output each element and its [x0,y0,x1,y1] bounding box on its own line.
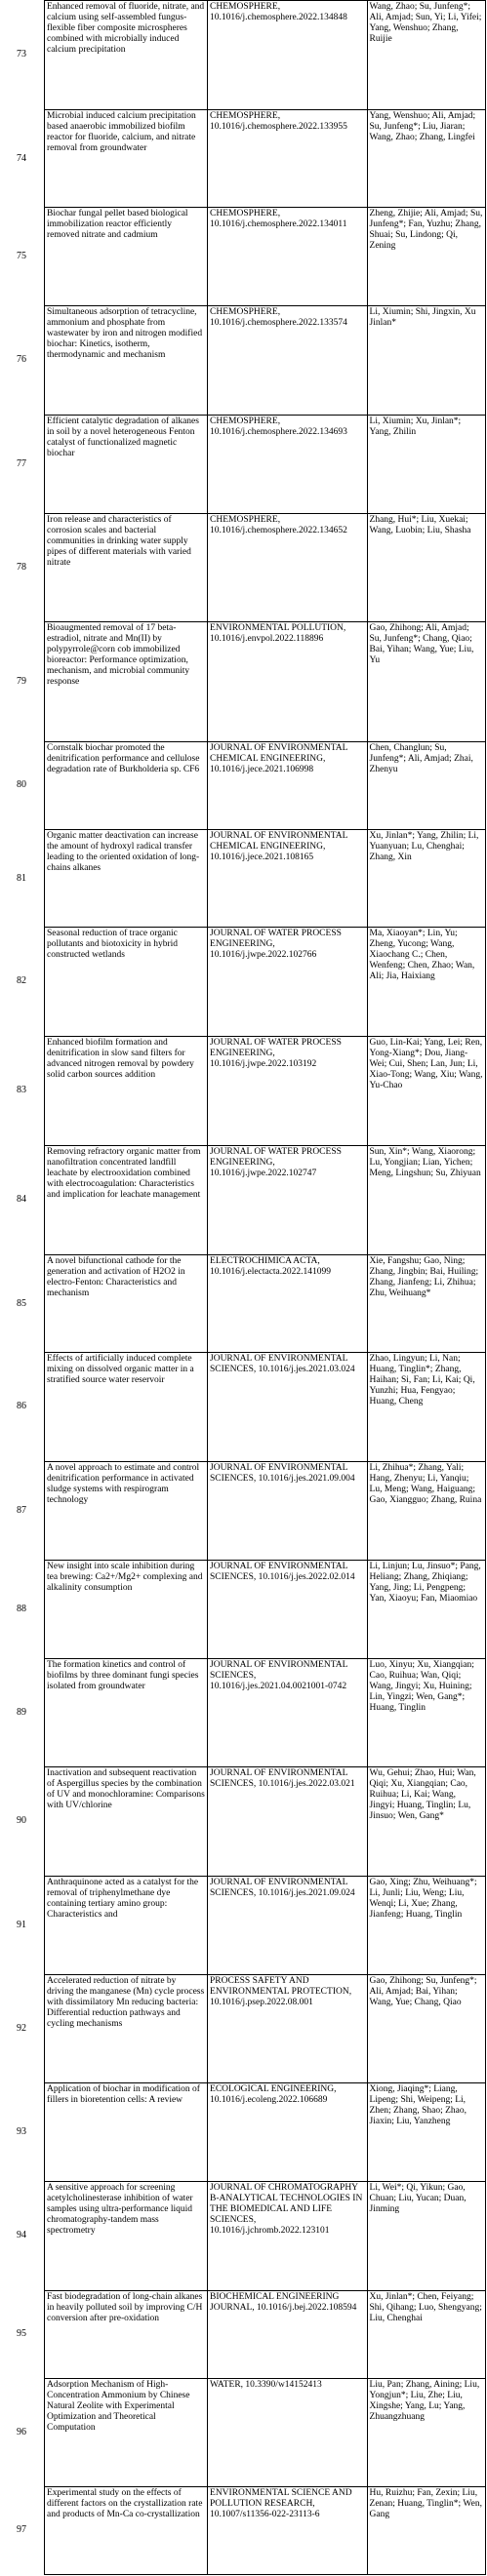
cell-journal: JOURNAL OF ENVIRONMENTAL SCIENCES, 10.1016/j.jes.2021.03.024 [208,1353,368,1462]
cell-journal: JOURNAL OF ENVIRONMENTAL CHEMICAL ENGINEERING, 10.1016/j.jece.2021.106998 [208,742,368,830]
cell-title: Fast biodegradation of long-chain alkanes in heavily polluted soil by improving C/H conversion after pre-oxidation [45,2290,208,2378]
table-row [45,1974,486,2083]
row-number: 97 [17,2524,26,2535]
cell-journal: JOURNAL OF CHROMATOGRAPHY B-ANALYTICAL TECHNOLOGIES IN THE BIOMEDICAL AND LIFE SCIENCES, 10.1016/j.jchromb.2022.123101 [208,2182,368,2291]
cell-title: A sensitive approach for screening acetylcholinesterase inhibition of water samples using ultra-performance liquid chromatography-tandem mass spectrometry [45,2182,208,2291]
cell-journal: ECOLOGICAL ENGINEERING, 10.1016/j.ecoleng.2022.106689 [208,2083,368,2182]
cell-authors: Gao, Zhihong; Ali, Amjad; Su, Junfeng*; Chang, Qiao; Bai, Yihan; Wang, Yue; Liu, Yu [367,622,485,742]
cell-title: Inactivation and subsequent reactivation of Aspergillus species by the combination of UV and monochloramine: Comparisons with UV/chlorine [45,1767,208,1877]
cell-title: Enhanced biofilm formation and denitrification in slow sand filters for advanced nitrogen removal by powdery solid carbon sources addition [45,1037,208,1146]
cell-authors: Zheng, Zhijie; Ali, Amjad; Su, Junfeng*; Fan, Yuzhu; Zhang, Shuai; Su, Lindong; Qi, Zening [367,208,485,306]
table-row [45,1254,486,1353]
cell-title: Enhanced removal of fluoride, nitrate, and calcium using self-assembled fungus-flexible fiber composite microspheres combined with microbially induced calcium precipitation [45,1,208,110]
table-row [45,1353,486,1462]
cell-journal: ENVIRONMENTAL POLLUTION, 10.1016/j.envpol.2022.118896 [208,622,368,742]
cell-journal: JOURNAL OF ENVIRONMENTAL SCIENCES, 10.1016/j.jes.2021.04.0021001-0742 [208,1658,368,1767]
table-row [45,109,486,208]
cell-authors: Gao, Xing; Zhu, Weihuang*; Li, Junli; Liu, Weng; Liu, Wenqi; Li, Xue; Zhang, Jianfeng; Huang, Tinglin [367,1876,485,1974]
cell-journal: JOURNAL OF WATER PROCESS ENGINEERING, 10.1016/j.jwpe.2022.102747 [208,1145,368,1254]
cell-title: Adsorption Mechanism of High-Concentration Ammonium by Chinese Natural Zeolite with Experimental Optimization and Theoretical Computation [45,2378,208,2487]
cell-authors: Li, Xiumin; Xu, Jinlan*; Yang, Zhilin [367,415,485,513]
table-row [45,1145,486,1254]
cell-title: Iron release and characteristics of corrosion scales and bacterial communities in drinking water supply pipes of different materials with varied nitrate [45,513,208,622]
cell-journal: JOURNAL OF ENVIRONMENTAL SCIENCES, 10.1016/j.jes.2022.02.014 [208,1560,368,1658]
table-row [45,2487,486,2575]
table-row [45,513,486,622]
table-row [45,1560,486,1658]
table-row [45,2290,486,2378]
row-number: 96 [17,2427,26,2437]
cell-title: Biochar fungal pellet based biological immobilization reactor efficiently removed nitrate and cadmium [45,208,208,306]
table-row [45,1876,486,1974]
cell-title: Seasonal reduction of trace organic pollutants and biotoxicity in hybrid constructed wetlands [45,928,208,1037]
cell-title: Simultaneous adsorption of tetracycline, ammonium and phosphate from wastewater by iron and nitrogen modified biochar: Kinetics, isotherm, thermodynamic and mechanism [45,306,208,416]
cell-title: Anthraquinone acted as a catalyst for the removal of triphenylmethane dye containing tertiary amino group: Characteristics and [45,1876,208,1974]
row-number: 93 [17,2125,26,2137]
cell-title: Removing refractory organic matter from nanofiltration concentrated landfill leachate by electrooxidation combined with electrocoagulation: Characteristics and implication for leachate management [45,1145,208,1254]
cell-journal: WATER, 10.3390/w14152413 [208,2378,368,2487]
row-number: 79 [17,675,26,687]
cell-authors: Ma, Xiaoyan*; Lin, Yu; Zheng, Yucong; Wang, Xiaochang C.; Chen, Wenfeng; Chen, Zhao; Wan, Ali; Jia, Haixiang [367,928,485,1037]
table-row [45,742,486,830]
cell-authors: Li, Wei*; Qi, Yikun; Gao, Chuan; Liu, Yucan; Duan, Jinming [367,2182,485,2291]
cell-authors: Yang, Wenshuo; Ali, Amjad; Su, Junfeng*; Liu, Jiaran; Wang, Zhao; Zhang, Lingfei [367,109,485,208]
cell-authors: Xie, Fangshu; Gao, Ning; Zhang, Jingbin; Bai, Huiling; Zhang, Jianfeng; Li, Zhihua; Zhu, Weihuang* [367,1254,485,1353]
cell-title: The formation kinetics and control of biofilms by three dominant fungi species isolated from groundwater [45,1658,208,1767]
row-number: 81 [17,872,26,884]
cell-authors: Chen, Changlun; Su, Junfeng*; Ali, Amjad; Zhai, Zhenyu [367,742,485,830]
cell-title: Accelerated reduction of nitrate by driving the manganese (Mn) cycle process with dissimilatory Mn reducing bacteria: Differential reduction pathways and cycling mechanisms [45,1974,208,2083]
publication-table [44,0,486,2575]
cell-title: Microbial induced calcium precipitation based anaerobic immobilized biofilm reactor for fluoride, calcium, and nitrate removal from groundwater [45,109,208,208]
cell-authors: Xu, Jinlan*; Yang, Zhilin; Li, Yuanyuan; Lu, Chenghai; Zhang, Xin [367,829,485,928]
table-row [45,1658,486,1767]
cell-authors: Luo, Xinyu; Xu, Xiangqian; Cao, Ruihua; Wan, Qiqi; Wang, Jingyi; Xu, Huining; Lin, Yingzi; Wen, Gang*; Huang, Tinglin [367,1658,485,1767]
cell-title: A novel approach to estimate and control denitrification performance in activated sludge systems with respirogram technology [45,1462,208,1561]
cell-journal: JOURNAL OF ENVIRONMENTAL CHEMICAL ENGINEERING, 10.1016/j.jece.2021.108165 [208,829,368,928]
cell-journal: JOURNAL OF WATER PROCESS ENGINEERING, 10.1016/j.jwpe.2022.102766 [208,928,368,1037]
cell-authors: Gao, Zhihong; Su, Junfeng*; Ali, Amjad; Bai, Yihan; Wang, Yue; Chang, Qiao [367,1974,485,2083]
cell-journal: BIOCHEMICAL ENGINEERING JOURNAL, 10.1016/j.bej.2022.108594 [208,2290,368,2378]
row-number: 84 [17,1194,26,1205]
table-row [45,622,486,742]
cell-authors: Xiong, Jiaqing*; Liang, Lipeng; Shi, Weipeng; Li, Zhen; Zhang, Shao; Zhao, Jiaxin; Liu, Yanzheng [367,2083,485,2182]
row-number: 80 [17,779,26,790]
cell-journal: CHEMOSPHERE, 10.1016/j.chemosphere.2022.134848 [208,1,368,110]
cell-authors: Zhang, Hui*; Liu, Xuekai; Wang, Luobin; Liu, Shasha [367,513,485,622]
row-number: 73 [17,49,26,59]
table-row [45,1462,486,1561]
table-row [45,2378,486,2487]
cell-title: Cornstalk biochar promoted the denitrification performance and cellulose degradation rate of Burkholderia sp. CF6 [45,742,208,830]
row-number: 83 [17,1085,26,1095]
cell-title: Bioaugmented removal of 17 beta-estradiol, nitrate and Mn(II) by polypyrrole@corn cob immobilized bioreactor: Performance optimization, mechanism, and microbial community response [45,622,208,742]
row-number: 78 [17,562,26,573]
cell-title: New insight into scale inhibition during tea brewing: Ca2+/Mg2+ complexing and alkalinity consumption [45,1560,208,1658]
cell-journal: ELECTROCHIMICA ACTA, 10.1016/j.electacta.2022.141099 [208,1254,368,1353]
cell-journal: JOURNAL OF ENVIRONMENTAL SCIENCES, 10.1016/j.jes.2021.09.024 [208,1876,368,1974]
cell-title: Efficient catalytic degradation of alkanes in soil by a novel heterogeneous Fenton catalyst of functionalized magnetic biochar [45,415,208,513]
cell-authors: Zhao, Lingyun; Li, Nan; Huang, Tinglin*; Zhang, Haihan; Si, Fan; Li, Kai; Qi, Yunzhi; Hua, Fengyao; Huang, Cheng [367,1353,485,1462]
cell-authors: Xu, Jinlan*; Chen, Feiyang; Shi, Qihang; Luo, Shengyang; Liu, Chenghai [367,2290,485,2378]
cell-authors: Guo, Lin-Kai; Yang, Lei; Ren, Yong-Xiang*; Dou, Jiang-Wei; Cui, Shen; Lan, Jun; Li, Xiao-Tong; Wang, Xiu; Wang, Yu-Chao [367,1037,485,1146]
cell-title: Effects of artificially induced complete mixing on dissolved organic matter in a stratified source water reservoir [45,1353,208,1462]
cell-authors: Li, Xiumin; Shi, Jingxin, Xu Jinlan* [367,306,485,416]
row-number: 91 [17,1919,26,1930]
cell-journal: CHEMOSPHERE, 10.1016/j.chemosphere.2022.133574 [208,306,368,416]
cell-authors: Wang, Zhao; Su, Junfeng*; Ali, Amjad; Sun, Yi; Li, Yifei; Yang, Wenshuo; Zhang, Ruijie [367,1,485,110]
row-number: 76 [17,354,26,365]
row-number: 89 [17,1707,26,1718]
row-number: 87 [17,1504,26,1516]
cell-title: Application of biochar in modification of fillers in bioretention cells: A review [45,2083,208,2182]
cell-title: Organic matter deactivation can increase the amount of hydroxyl radical transfer leading to the oriented oxidation of long-chains alkanes [45,829,208,928]
row-number: 74 [17,152,26,164]
table-row [45,928,486,1037]
cell-authors: Li, Linjun; Lu, Jinsuo*; Pang, Heliang; Zhang, Zhiqiang; Yang, Jing; Li, Pengpeng; Yan, Xiaoyu; Fan, Miaomiao [367,1560,485,1658]
row-number: 92 [17,2023,26,2034]
cell-authors: Sun, Xin*; Wang, Xiaorong; Lu, Yongjian; Lian, Yichen; Meng, Lingshun; Su, Zhiyuan [367,1145,485,1254]
cell-journal: CHEMOSPHERE, 10.1016/j.chemosphere.2022.134652 [208,513,368,622]
cell-journal: ENVIRONMENTAL SCIENCE AND POLLUTION RESEARCH, 10.1007/s11356-022-23113-6 [208,2487,368,2575]
publication-table-body [45,1,486,2575]
cell-journal: CHEMOSPHERE, 10.1016/j.chemosphere.2022.134693 [208,415,368,513]
row-number: 95 [17,2328,26,2339]
row-number: 86 [17,1401,26,1411]
table-row [45,829,486,928]
cell-journal: CHEMOSPHERE, 10.1016/j.chemosphere.2022.133955 [208,109,368,208]
table-row [45,2083,486,2182]
cell-authors: Liu, Pan; Zhang, Aining; Liu, Yongjun*; Liu, Zhe; Liu, Xingshe; Yang, Lu; Yang, Zhuangzhuang [367,2378,485,2487]
cell-authors: Hu, Ruizhu; Fan, Zexin; Liu, Zenan; Huang, Tinglin*; Wen, Gang [367,2487,485,2575]
row-number: 75 [17,250,26,261]
table-row [45,1037,486,1146]
table-row [45,2182,486,2291]
row-number: 88 [17,1603,26,1614]
table-row [45,415,486,513]
cell-authors: Li, Zhihua*; Zhang, Yali; Hang, Zhenyu; Li, Yanqiu; Lu, Meng; Wang, Haiguang; Gao, Xiangguo; Zhang, Ruina [367,1462,485,1561]
cell-title: A novel bifunctional cathode for the generation and activation of H2O2 in electro-Fenton: Characteristics and mechanism [45,1254,208,1353]
table-row [45,306,486,416]
table-row [45,1767,486,1877]
row-number: 77 [17,457,26,469]
row-number: 85 [17,1297,26,1309]
cell-journal: JOURNAL OF ENVIRONMENTAL SCIENCES, 10.1016/j.jes.2022.03.021 [208,1767,368,1877]
table-row [45,1,486,110]
cell-authors: Wu, Gehui; Zhao, Hui; Wan, Qiqi; Xu, Xiangqian; Cao, Ruihua; Li, Kai; Wang, Jingyi; Huang, Tinglin; Lu, Jinsuo; Wen, Gang* [367,1767,485,1877]
cell-journal: CHEMOSPHERE, 10.1016/j.chemosphere.2022.134011 [208,208,368,306]
row-number: 82 [17,975,26,986]
cell-title: Experimental study on the effects of different factors on the crystallization rate and products of Mn-Ca co-crystallization [45,2487,208,2575]
row-number: 94 [17,2230,26,2240]
row-number: 90 [17,1815,26,1826]
cell-journal: PROCESS SAFETY AND ENVIRONMENTAL PROTECTION, 10.1016/j.psep.2022.08.001 [208,1974,368,2083]
cell-journal: JOURNAL OF ENVIRONMENTAL SCIENCES, 10.1016/j.jes.2021.09.004 [208,1462,368,1561]
cell-journal: JOURNAL OF WATER PROCESS ENGINEERING, 10.1016/j.jwpe.2022.103192 [208,1037,368,1146]
table-row [45,208,486,306]
